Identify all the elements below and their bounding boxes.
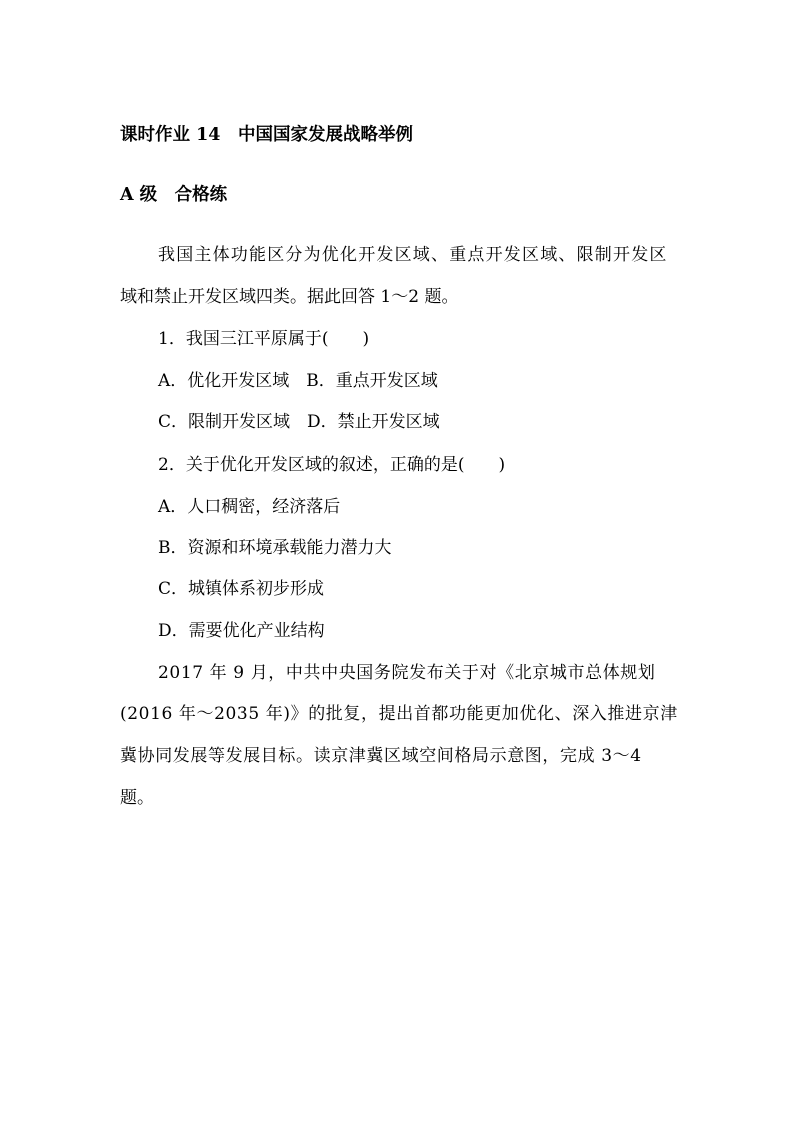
question-2-option-d: D．需要优化产业结构 (158, 621, 325, 641)
question-1-stem: 1．我国三江平原属于( ) (158, 329, 370, 349)
passage-2-line-3: 冀协同发展等发展目标。读京津冀区域空间格局示意图，完成 3～4 (120, 746, 642, 766)
question-2-option-c: C．城镇体系初步形成 (158, 579, 325, 599)
page-title: 课时作业 14 中国国家发展战略举例 (120, 125, 413, 145)
question-2-option-a: A．人口稠密，经济落后 (158, 497, 341, 517)
question-2-stem: 2．关于优化开发区域的叙述，正确的是( ) (158, 455, 506, 475)
passage-2-line-4: 题。 (120, 788, 154, 808)
question-2-option-b: B．资源和环境承载能力潜力大 (158, 538, 392, 558)
section-heading: A 级 合格练 (120, 185, 228, 205)
question-1-options-cd: C．限制开发区域 D．禁止开发区域 (158, 412, 440, 432)
intro-paragraph-line-1: 我国主体功能区分为优化开发区域、重点开发区域、限制开发区 (158, 245, 668, 265)
passage-2-line-1: 2017 年 9 月，中共中央国务院发布关于对《北京城市总体规划 (158, 663, 656, 683)
intro-paragraph-line-2: 域和禁止开发区域四类。据此回答 1～2 题。 (120, 287, 459, 307)
question-1-options-ab: A．优化开发区域 B．重点开发区域 (158, 371, 438, 391)
passage-2-line-2: (2016 年～2035 年)》的批复，提出首都功能更加优化、深入推进京津 (120, 704, 678, 724)
